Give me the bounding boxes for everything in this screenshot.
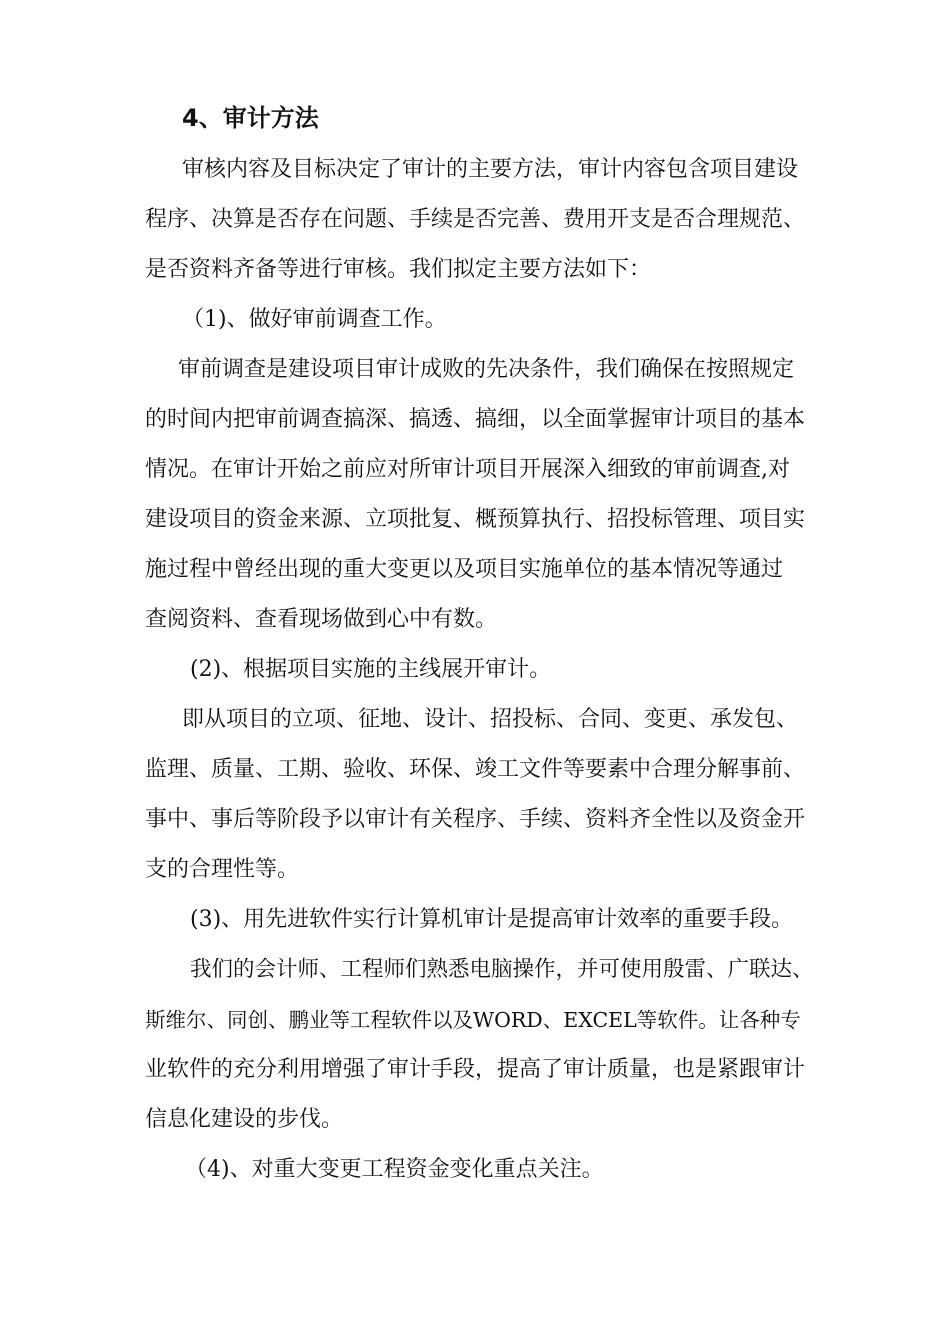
list-item-heading: （4)、对重大变更工程资金变化重点关注。 bbox=[185, 1157, 604, 1182]
list-item-heading: (3)、用先进软件实行计算机审计是提高审计效率的重要手段。 bbox=[190, 907, 794, 932]
paragraph-line: 情况。在审计开始之前应对所审计项目开展深入细致的审前调查,对 bbox=[145, 457, 790, 482]
list-item-heading: （1)、做好审前调查工作。 bbox=[182, 307, 447, 332]
section-heading: 4、审计方法 bbox=[182, 104, 319, 132]
paragraph-line: 监理、质量、工期、验收、环保、竣工文件等要素中合理分解事前、 bbox=[145, 757, 806, 782]
list-item-heading: (2)、根据项目实施的主线展开审计。 bbox=[190, 657, 552, 682]
paragraph-line: 建设项目的资金来源、立项批复、概预算执行、招投标管理、项目实 bbox=[145, 507, 806, 532]
paragraph-line: 施过程中曾经出现的重大变更以及项目实施单位的基本情况等通过 bbox=[145, 557, 784, 582]
paragraph-line: 业软件的充分利用增强了审计手段，提高了审计质量，也是紧跟审计 bbox=[145, 1057, 806, 1082]
paragraph-line: 是否资料齐备等进行审核。我们拟定主要方法如下： bbox=[145, 257, 652, 282]
paragraph-line: 程序、决算是否存在问题、手续是否完善、费用开支是否合理规范、 bbox=[145, 207, 806, 232]
paragraph-line: 审前调查是建设项目审计成败的先决条件，我们确保在按照规定 bbox=[178, 357, 795, 382]
paragraph-line: 斯维尔、同创、鹏业等工程软件以及WORD、EXCEL等软件。让各种专 bbox=[145, 1008, 801, 1032]
paragraph-line: 事中、事后等阶段予以审计有关程序、手续、资料齐全性以及资金开 bbox=[145, 807, 806, 832]
paragraph-line: 的时间内把审前调查搞深、搞透、搞细，以全面掌握审计项目的基本 bbox=[145, 407, 806, 432]
paragraph-line: 支的合理性等。 bbox=[145, 857, 300, 882]
paragraph-line: 查阅资料、查看现场做到心中有数。 bbox=[145, 607, 498, 632]
paragraph-line: 信息化建设的步伐。 bbox=[145, 1107, 344, 1132]
paragraph-line: 审核内容及目标决定了审计的主要方法，审计内容包含项目建设 bbox=[182, 157, 799, 182]
paragraph-line: 即从项目的立项、征地、设计、招投标、合同、变更、承发包、 bbox=[182, 707, 799, 732]
paragraph-line: 我们的会计师、工程师们熟悉电脑操作，并可使用殷雷、广联达、 bbox=[190, 957, 814, 982]
